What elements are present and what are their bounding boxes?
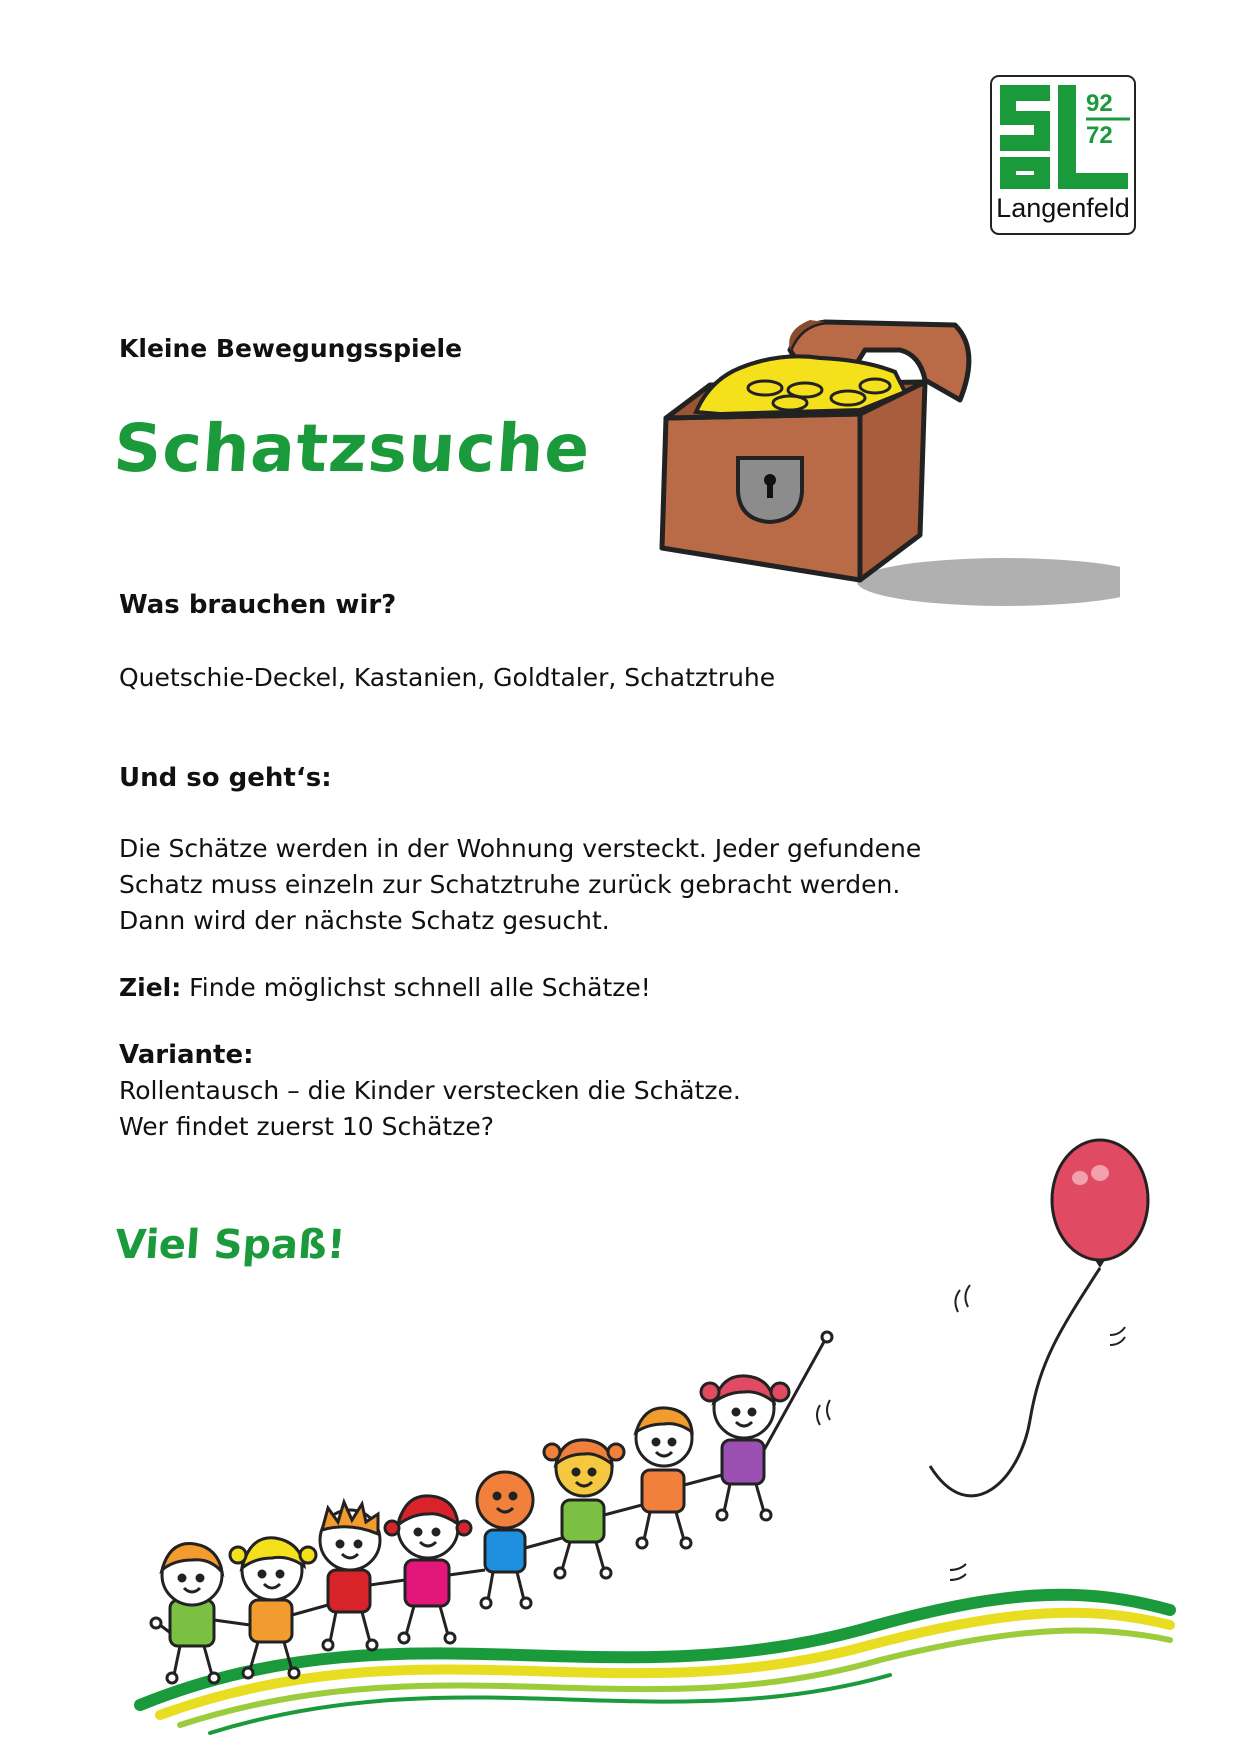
variant-line: Rollentausch – die Kinder verstecken die Schätze. [119, 1076, 741, 1105]
logo-city: Langenfeld [996, 193, 1130, 223]
instructions-heading: Und so geht‘s: [119, 763, 332, 793]
child-figure [477, 1472, 562, 1608]
child-figure [636, 1408, 722, 1548]
club-logo [990, 75, 1136, 235]
instructions-text [119, 831, 921, 939]
logo-number-top: 92 [1086, 90, 1113, 117]
instructions-line: Dann wird der nächste Schatz gesucht. [119, 906, 610, 935]
balloon-icon [1052, 1140, 1148, 1260]
logo-number-bottom: 72 [1086, 122, 1113, 149]
variant-heading: Variante: [119, 1040, 254, 1070]
child-figure [151, 1544, 250, 1683]
instructions-line: Die Schätze werden in der Wohnung versteckt. Jeder gefundene [119, 834, 922, 863]
sgl-emblem-icon [992, 77, 1138, 197]
variant-line: Wer findet zuerst 10 Schätze? [119, 1112, 494, 1141]
page-title: Schatzsuche [111, 410, 593, 487]
treasure-chest-illustration [650, 310, 1120, 620]
goal-text: Finde möglichst schnell alle Schätze! [181, 973, 651, 1002]
closing-text: Viel Spaß! [113, 1222, 347, 1268]
child-figure [385, 1496, 485, 1643]
materials-heading: Was brauchen wir? [119, 590, 397, 620]
instructions-line: Schatz muss einzeln zur Schatztruhe zurück gebracht werden. [119, 870, 901, 899]
goal-label: Ziel: [119, 973, 182, 1002]
child-figure [544, 1440, 642, 1578]
chest-shadow [857, 558, 1120, 606]
child-figure [701, 1332, 832, 1520]
goal-line [119, 973, 651, 1002]
materials-text: Quetschie-Deckel, Kastanien, Goldtaler, Schatztruhe [119, 663, 776, 692]
children-balloon-illustration [100, 1130, 1200, 1740]
page-subtitle: Kleine Bewegungsspiele [119, 334, 463, 363]
